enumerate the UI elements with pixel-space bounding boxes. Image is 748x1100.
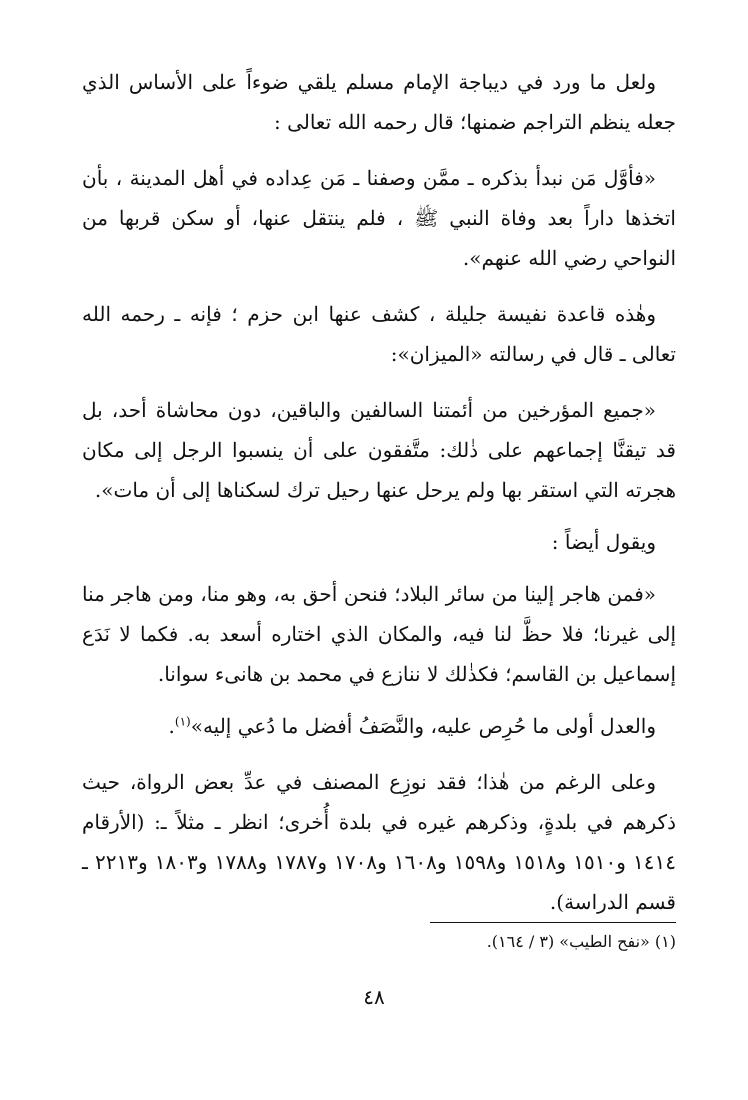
quote-ibn-hazm-ending — [82, 706, 676, 746]
paragraph-also-says: ويقول أيضاً : — [551, 530, 656, 554]
footnote: (١) «نفح الطيب» (٣ / ١٦٤). — [486, 932, 676, 951]
quote-ibn-hazm-migration: «فمن هاجر إلينا من سائر البلاد؛ فنحن أحق به، وهو منا، ومن هاجر منا إلى غيرنا؛ فلا حظَّ لنا فيه، والمكان الذي اختاره أسعد به. فكما لا نَدَع إسماعيل بن القاسم؛ فكذٰلك لا ننازع في محمد بن هانىء سوانا. — [82, 582, 676, 686]
quote-imam-muslim: «فأوَّل مَن نبدأ بذكره ـ ممَّن وصفنا ـ مَن عِداده في أهل المدينة ، بأن اتخذها داراً بعد وفاة النبي ﷺ ، فلم ينتقل عنها، أو سكن قربها من النواحي رضي الله عنهم». — [82, 166, 676, 270]
footnote-reference: (١) — [174, 714, 191, 729]
paragraph-disputed-narrators: وعلى الرغم من هٰذا؛ فقد نوزِع المصنف في عدِّ بعض الرواة، حيث ذكرهم في بلدةٍ، وذكرهم غيره في بلدة أُخرى؛ انظر ـ مثلاً ـ: (الأرقام ١٤١٤ و١٥١٠ و١٥١٨ و١٥٩٨ و١٦٠٨ و١٧٠٨ و١٧٨٧ و١٧٨٨ و١٨٠٣ و٢٢١٣ ـ قسم الدراسة). — [82, 770, 677, 914]
page-number: ٤٨ — [363, 985, 385, 1009]
paragraph-ibn-hazm: وهٰذه قاعدة نفيسة جليلة ، كشف عنها ابن حزم ؛ فإنه ـ رحمه الله تعالى ـ قال في رسالته «الميزان»: — [82, 302, 676, 366]
quote-ibn-hazm-mizan: «جميع المؤرخين من أئمتنا السالفين والباقين، دون محاشاة أحد، بل قد تيقنَّا إجماعهم على ذٰلك: متَّفقون على أن ينسبوا الرجل إلى مكان هجرته التي استقر بها ولم يرحل عنها رحيل ترك لسكناها إلى أن مات». — [82, 398, 676, 502]
page-body — [82, 62, 676, 934]
quote-ending-text: والعدل أولى ما حُرِص عليه، والنَّصَفُ أفضل ما دُعي إليه» — [190, 714, 656, 738]
footnote-separator — [430, 922, 676, 923]
period-mark: . — [168, 714, 175, 738]
paragraph-intro-muslim: ولعل ما ورد في ديباجة الإمام مسلم يلقي ضوءاً على الأساس الذي جعله ينظم التراجم ضمنها؛ قال رحمه الله تعالى : — [82, 70, 676, 134]
